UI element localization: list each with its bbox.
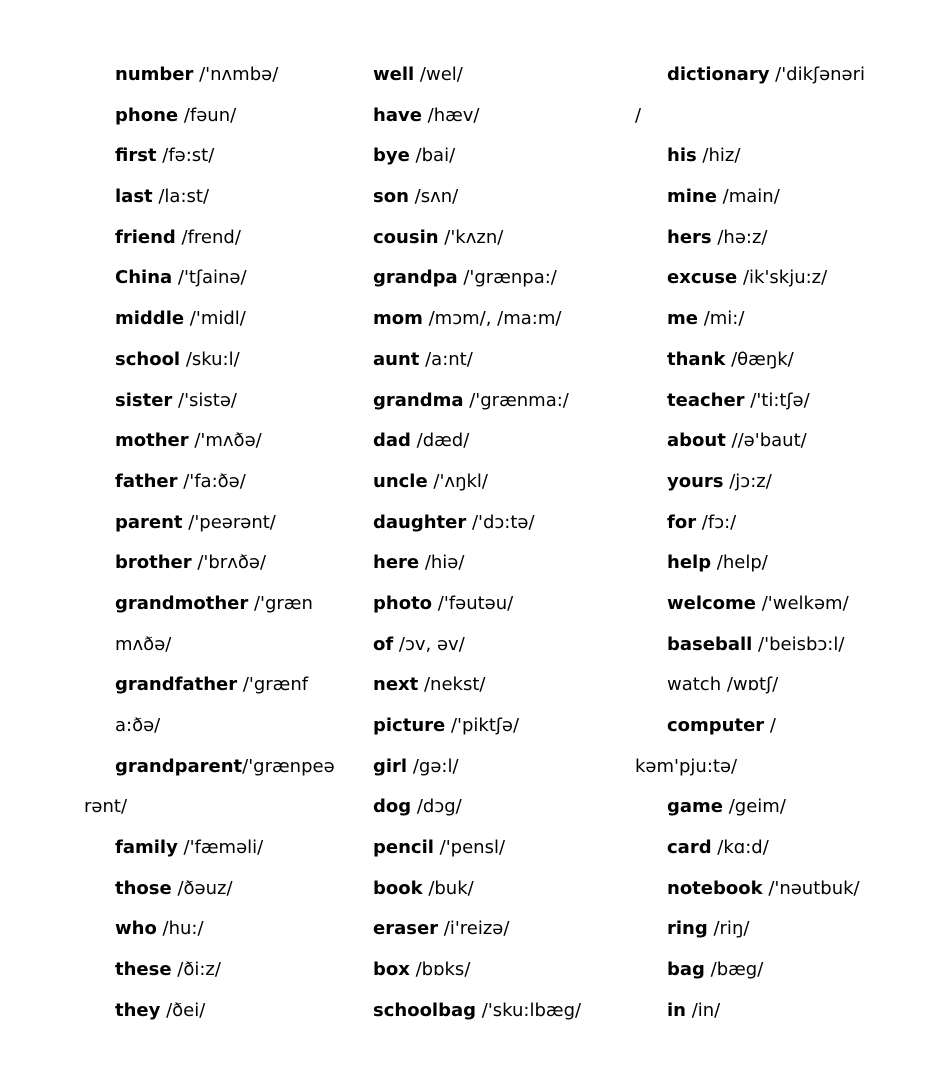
vocab-phonetic: /gə:l/: [407, 755, 459, 777]
vocab-phonetic: /ɔv, əv/: [393, 633, 465, 655]
vocab-word: who: [115, 918, 157, 940]
vocab-word: dad: [373, 430, 411, 452]
vocab-phonetic: /'mʌðə/: [188, 430, 262, 452]
vocab-word: friend: [115, 226, 176, 248]
vocab-word: grandma: [373, 389, 464, 411]
vocab-entry: [0, 584, 340, 625]
vocab-phonetic: /'grænma:/: [463, 389, 569, 411]
vocab-phonetic: /'grænpa:/: [457, 267, 557, 289]
vocab-word: game: [667, 796, 723, 818]
vocab-entry: [0, 421, 340, 462]
vocab-entry: [373, 543, 635, 584]
vocab-word: girl: [373, 755, 408, 777]
vocab-phonetic: /nekst/: [418, 674, 486, 696]
vocab-phonetic: /'ʌŋkl/: [427, 470, 488, 492]
vocab-phonetic: /'piktʃə/: [445, 715, 520, 736]
vocab-phonetic: /fəun/: [178, 104, 237, 126]
vocab-word: about: [667, 430, 726, 452]
vocab-entry: [0, 381, 340, 422]
vocab-entry: [635, 584, 935, 625]
vocab-word: thank: [667, 348, 726, 370]
vocab-phonetic: /ðei/: [160, 999, 206, 1021]
vocab-entry: [0, 909, 340, 950]
vocab-entry: [0, 299, 340, 340]
vocab-word: aunt: [373, 348, 420, 370]
vocab-phonetic: /'welkəm/: [756, 592, 849, 614]
vocab-word: middle: [115, 308, 185, 330]
vocab-word: bye: [373, 145, 410, 167]
vocab-entry: [635, 503, 935, 544]
vocab-phonetic: /bɒks/: [409, 959, 471, 981]
vocab-word: computer: [667, 715, 765, 736]
vocab-entry: [0, 258, 340, 299]
vocab-entry: [0, 706, 340, 747]
vocab-word: son: [373, 186, 409, 208]
vocab-word: these: [115, 959, 172, 981]
vocab-phonetic: /'ti:tʃə/: [744, 389, 810, 411]
vocab-entry: [373, 421, 635, 462]
vocab-entry: [635, 869, 935, 910]
vocab-phonetic: /'sistə/: [172, 389, 237, 411]
vocab-phonetic: /'midl/: [184, 308, 246, 330]
vocab-phonetic: /fɔ:/: [696, 511, 737, 533]
vocab-word: grandpa: [373, 267, 458, 289]
vocab-entry: [635, 747, 935, 788]
vocab-entry: [0, 950, 340, 991]
vocab-word: they: [115, 999, 161, 1021]
vocab-phonetic: /bai/: [409, 145, 456, 167]
vocab-phonetic: /hiə/: [419, 552, 465, 574]
vocab-word: yours: [667, 470, 724, 492]
vocab-phonetic: /'fa:ðə/: [177, 470, 246, 492]
vocab-entry: [0, 340, 340, 381]
vocab-entry: [0, 828, 340, 869]
vocab-word: last: [115, 186, 153, 208]
vocab-entry: [0, 218, 340, 259]
vocab-phonetic: /'dikʃənəri: [769, 64, 866, 85]
vocab-word: in: [667, 999, 686, 1021]
vocab-word: those: [115, 877, 172, 899]
vocab-word: parent: [115, 511, 183, 533]
vocab-phonetic: mʌðə/: [115, 633, 172, 655]
vocab-word: dog: [373, 796, 412, 818]
vocab-entry: [0, 991, 340, 1032]
vocab-entry: [373, 462, 635, 503]
vocab-phonetic: /'fæməli/: [177, 837, 264, 859]
vocab-entry: [373, 706, 635, 747]
vocab-phonetic: rənt/: [84, 796, 128, 818]
vocab-entry: [635, 950, 935, 991]
vocab-phonetic: /in/: [685, 999, 721, 1021]
vocab-word: eraser: [373, 918, 439, 940]
vocab-phonetic: /la:st/: [152, 186, 210, 208]
vocab-entry: [373, 258, 635, 299]
vocab-phonetic: /'brʌðə/: [191, 552, 267, 574]
vocab-entry: [373, 869, 635, 910]
vocab-entry: [373, 503, 635, 544]
vocab-entry: [635, 706, 935, 747]
vocab-entry: [373, 828, 635, 869]
vocab-phonetic: /dæd/: [410, 430, 470, 452]
vocab-entry: [0, 787, 340, 828]
vocabulary-column-2: [373, 55, 635, 1032]
vocab-word: pencil: [373, 837, 434, 859]
vocab-entry: [635, 299, 935, 340]
vocab-entry: [635, 665, 935, 706]
vocab-phonetic: /main/: [716, 186, 780, 208]
vocab-entry: [635, 462, 935, 503]
vocab-word: schoolbag: [373, 999, 477, 1021]
vocab-entry: [0, 55, 340, 96]
vocab-phonetic: /i'reizə/: [438, 918, 510, 940]
vocab-word: mine: [667, 186, 717, 208]
vocab-phonetic: /fə:st/: [156, 145, 215, 167]
vocab-entry: [635, 909, 935, 950]
vocab-phonetic: /'nəutbuk/: [762, 877, 860, 899]
vocab-phonetic: watch /wɒtʃ/: [667, 674, 779, 696]
vocab-entry: [373, 665, 635, 706]
vocab-word: well: [373, 64, 415, 85]
vocab-phonetic: /dɔg/: [411, 796, 462, 818]
vocab-phonetic: //ə'baut/: [725, 430, 807, 452]
vocab-phonetic: /help/: [711, 552, 768, 574]
vocab-entry: [373, 381, 635, 422]
vocab-phonetic: /wel/: [414, 64, 463, 85]
vocab-entry: [635, 543, 935, 584]
vocab-entry: [373, 584, 635, 625]
vocab-phonetic: /bæg/: [704, 959, 764, 981]
vocab-entry: [373, 950, 635, 991]
vocab-phonetic: /hu:/: [156, 918, 204, 940]
vocab-phonetic: /'grænpeə: [242, 755, 335, 777]
vocab-entry: [635, 381, 935, 422]
vocab-entry: [373, 340, 635, 381]
vocab-entry: [373, 55, 635, 96]
vocab-word: dictionary: [667, 64, 770, 85]
vocab-entry: [635, 421, 935, 462]
vocab-word: mother: [115, 430, 189, 452]
vocab-phonetic: /frend/: [175, 226, 241, 248]
vocab-word: here: [373, 552, 420, 574]
vocab-word: box: [373, 959, 410, 981]
vocab-word: brother: [115, 552, 192, 574]
vocab-entry: [373, 747, 635, 788]
vocab-entry: [373, 136, 635, 177]
vocab-word: hers: [667, 226, 712, 248]
vocab-phonetic: /'græn: [248, 592, 313, 614]
vocab-phonetic: /'sku:lbæg/: [476, 999, 582, 1021]
vocab-phonetic: /hæv/: [421, 104, 480, 126]
vocab-phonetic: /'pensl/: [433, 837, 506, 859]
vocab-word: bag: [667, 959, 705, 981]
vocab-entry: [0, 665, 340, 706]
vocab-phonetic: /jɔ:z/: [723, 470, 772, 492]
vocab-word: first: [115, 145, 157, 167]
vocab-word: his: [667, 145, 697, 167]
vocab-word: help: [667, 552, 712, 574]
vocab-word: welcome: [667, 592, 757, 614]
vocab-phonetic: /mi:/: [697, 308, 745, 330]
vocab-word: family: [115, 837, 178, 859]
vocab-phonetic: /'dɔ:tə/: [466, 511, 535, 533]
vocab-phonetic: /ik'skju:z/: [737, 267, 828, 289]
vocab-entry: [373, 96, 635, 137]
vocab-word: notebook: [667, 877, 763, 899]
vocab-word: picture: [373, 715, 446, 736]
vocab-word: book: [373, 877, 423, 899]
vocab-word: card: [667, 837, 712, 859]
vocab-entry: [635, 991, 935, 1032]
vocab-entry: [635, 177, 935, 218]
vocab-entry: [635, 96, 935, 137]
vocab-entry: [0, 96, 340, 137]
vocab-word: phone: [115, 104, 179, 126]
vocab-entry: [0, 177, 340, 218]
vocab-entry: [0, 462, 340, 503]
vocab-word: me: [667, 308, 698, 330]
vocab-entry: [0, 869, 340, 910]
vocab-phonetic: /geim/: [723, 796, 786, 818]
vocab-entry: [635, 136, 935, 177]
vocab-phonetic: /sʌn/: [408, 186, 459, 208]
vocab-entry: [373, 177, 635, 218]
vocab-word: school: [115, 348, 181, 370]
vocab-phonetic: /'beisbɔ:l/: [752, 633, 845, 655]
vocab-entry: [0, 625, 340, 666]
vocab-phonetic: /kɑ:d/: [711, 837, 769, 859]
vocab-word: cousin: [373, 226, 439, 248]
vocab-entry: [0, 503, 340, 544]
vocab-phonetic: /'tʃainə/: [172, 267, 247, 289]
vocab-entry: [373, 991, 635, 1032]
vocab-phonetic: /θæŋk/: [725, 348, 794, 370]
vocab-phonetic: /'nʌmbə/: [193, 64, 279, 85]
vocabulary-column-1: [0, 55, 340, 1032]
vocab-word: photo: [373, 592, 433, 614]
vocab-entry: [635, 218, 935, 259]
vocab-word: daughter: [373, 511, 467, 533]
vocab-phonetic: /: [635, 104, 642, 126]
vocab-phonetic: /sku:l/: [180, 348, 240, 370]
vocab-entry: [0, 747, 340, 788]
vocab-phonetic: /buk/: [422, 877, 474, 899]
vocab-phonetic: /'fəutəu/: [432, 592, 514, 614]
vocab-word: ring: [667, 918, 708, 940]
vocab-entry: [373, 218, 635, 259]
vocab-word: mom: [373, 308, 423, 330]
vocab-word: uncle: [373, 470, 428, 492]
vocab-phonetic: kəm'pju:tə/: [635, 755, 738, 777]
vocab-entry: [373, 625, 635, 666]
vocab-word: of: [373, 633, 394, 655]
vocab-word: grandfather: [115, 674, 238, 696]
vocab-word: China: [115, 267, 173, 289]
vocab-phonetic: /ðəuz/: [171, 877, 233, 899]
vocab-entry: [635, 258, 935, 299]
vocab-entry: [635, 828, 935, 869]
vocab-word: next: [373, 674, 419, 696]
vocab-word: excuse: [667, 267, 738, 289]
vocab-word: sister: [115, 389, 173, 411]
vocab-entry: [635, 625, 935, 666]
vocab-word: number: [115, 64, 194, 85]
vocab-entry: [373, 909, 635, 950]
vocab-word: baseball: [667, 633, 753, 655]
vocab-word: for: [667, 511, 697, 533]
vocab-word: grandmother: [115, 592, 249, 614]
vocab-word: father: [115, 470, 178, 492]
vocab-phonetic: a:ðə/: [115, 715, 161, 736]
vocab-phonetic: /mɔm/, /ma:m/: [422, 308, 562, 330]
vocab-entry: [0, 543, 340, 584]
vocab-phonetic: /'peərənt/: [182, 511, 276, 533]
vocab-word: grandparent: [115, 755, 243, 777]
vocab-entry: [373, 299, 635, 340]
vocab-phonetic: /riŋ/: [707, 918, 750, 940]
vocabulary-column-3: [635, 55, 935, 1032]
vocab-phonetic: /hiz/: [696, 145, 741, 167]
vocab-phonetic: /a:nt/: [419, 348, 473, 370]
vocab-phonetic: /hə:z/: [711, 226, 768, 248]
vocab-word: teacher: [667, 389, 745, 411]
vocab-entry: [635, 787, 935, 828]
vocab-phonetic: /'kʌzn/: [438, 226, 504, 248]
vocab-entry: [635, 340, 935, 381]
vocab-entry: [373, 787, 635, 828]
vocab-phonetic: /ði:z/: [171, 959, 221, 981]
vocab-word: have: [373, 104, 422, 126]
vocab-entry: [635, 55, 935, 96]
vocab-entry: [0, 136, 340, 177]
vocab-phonetic: /: [764, 715, 776, 736]
vocab-phonetic: /'grænf: [237, 674, 309, 696]
